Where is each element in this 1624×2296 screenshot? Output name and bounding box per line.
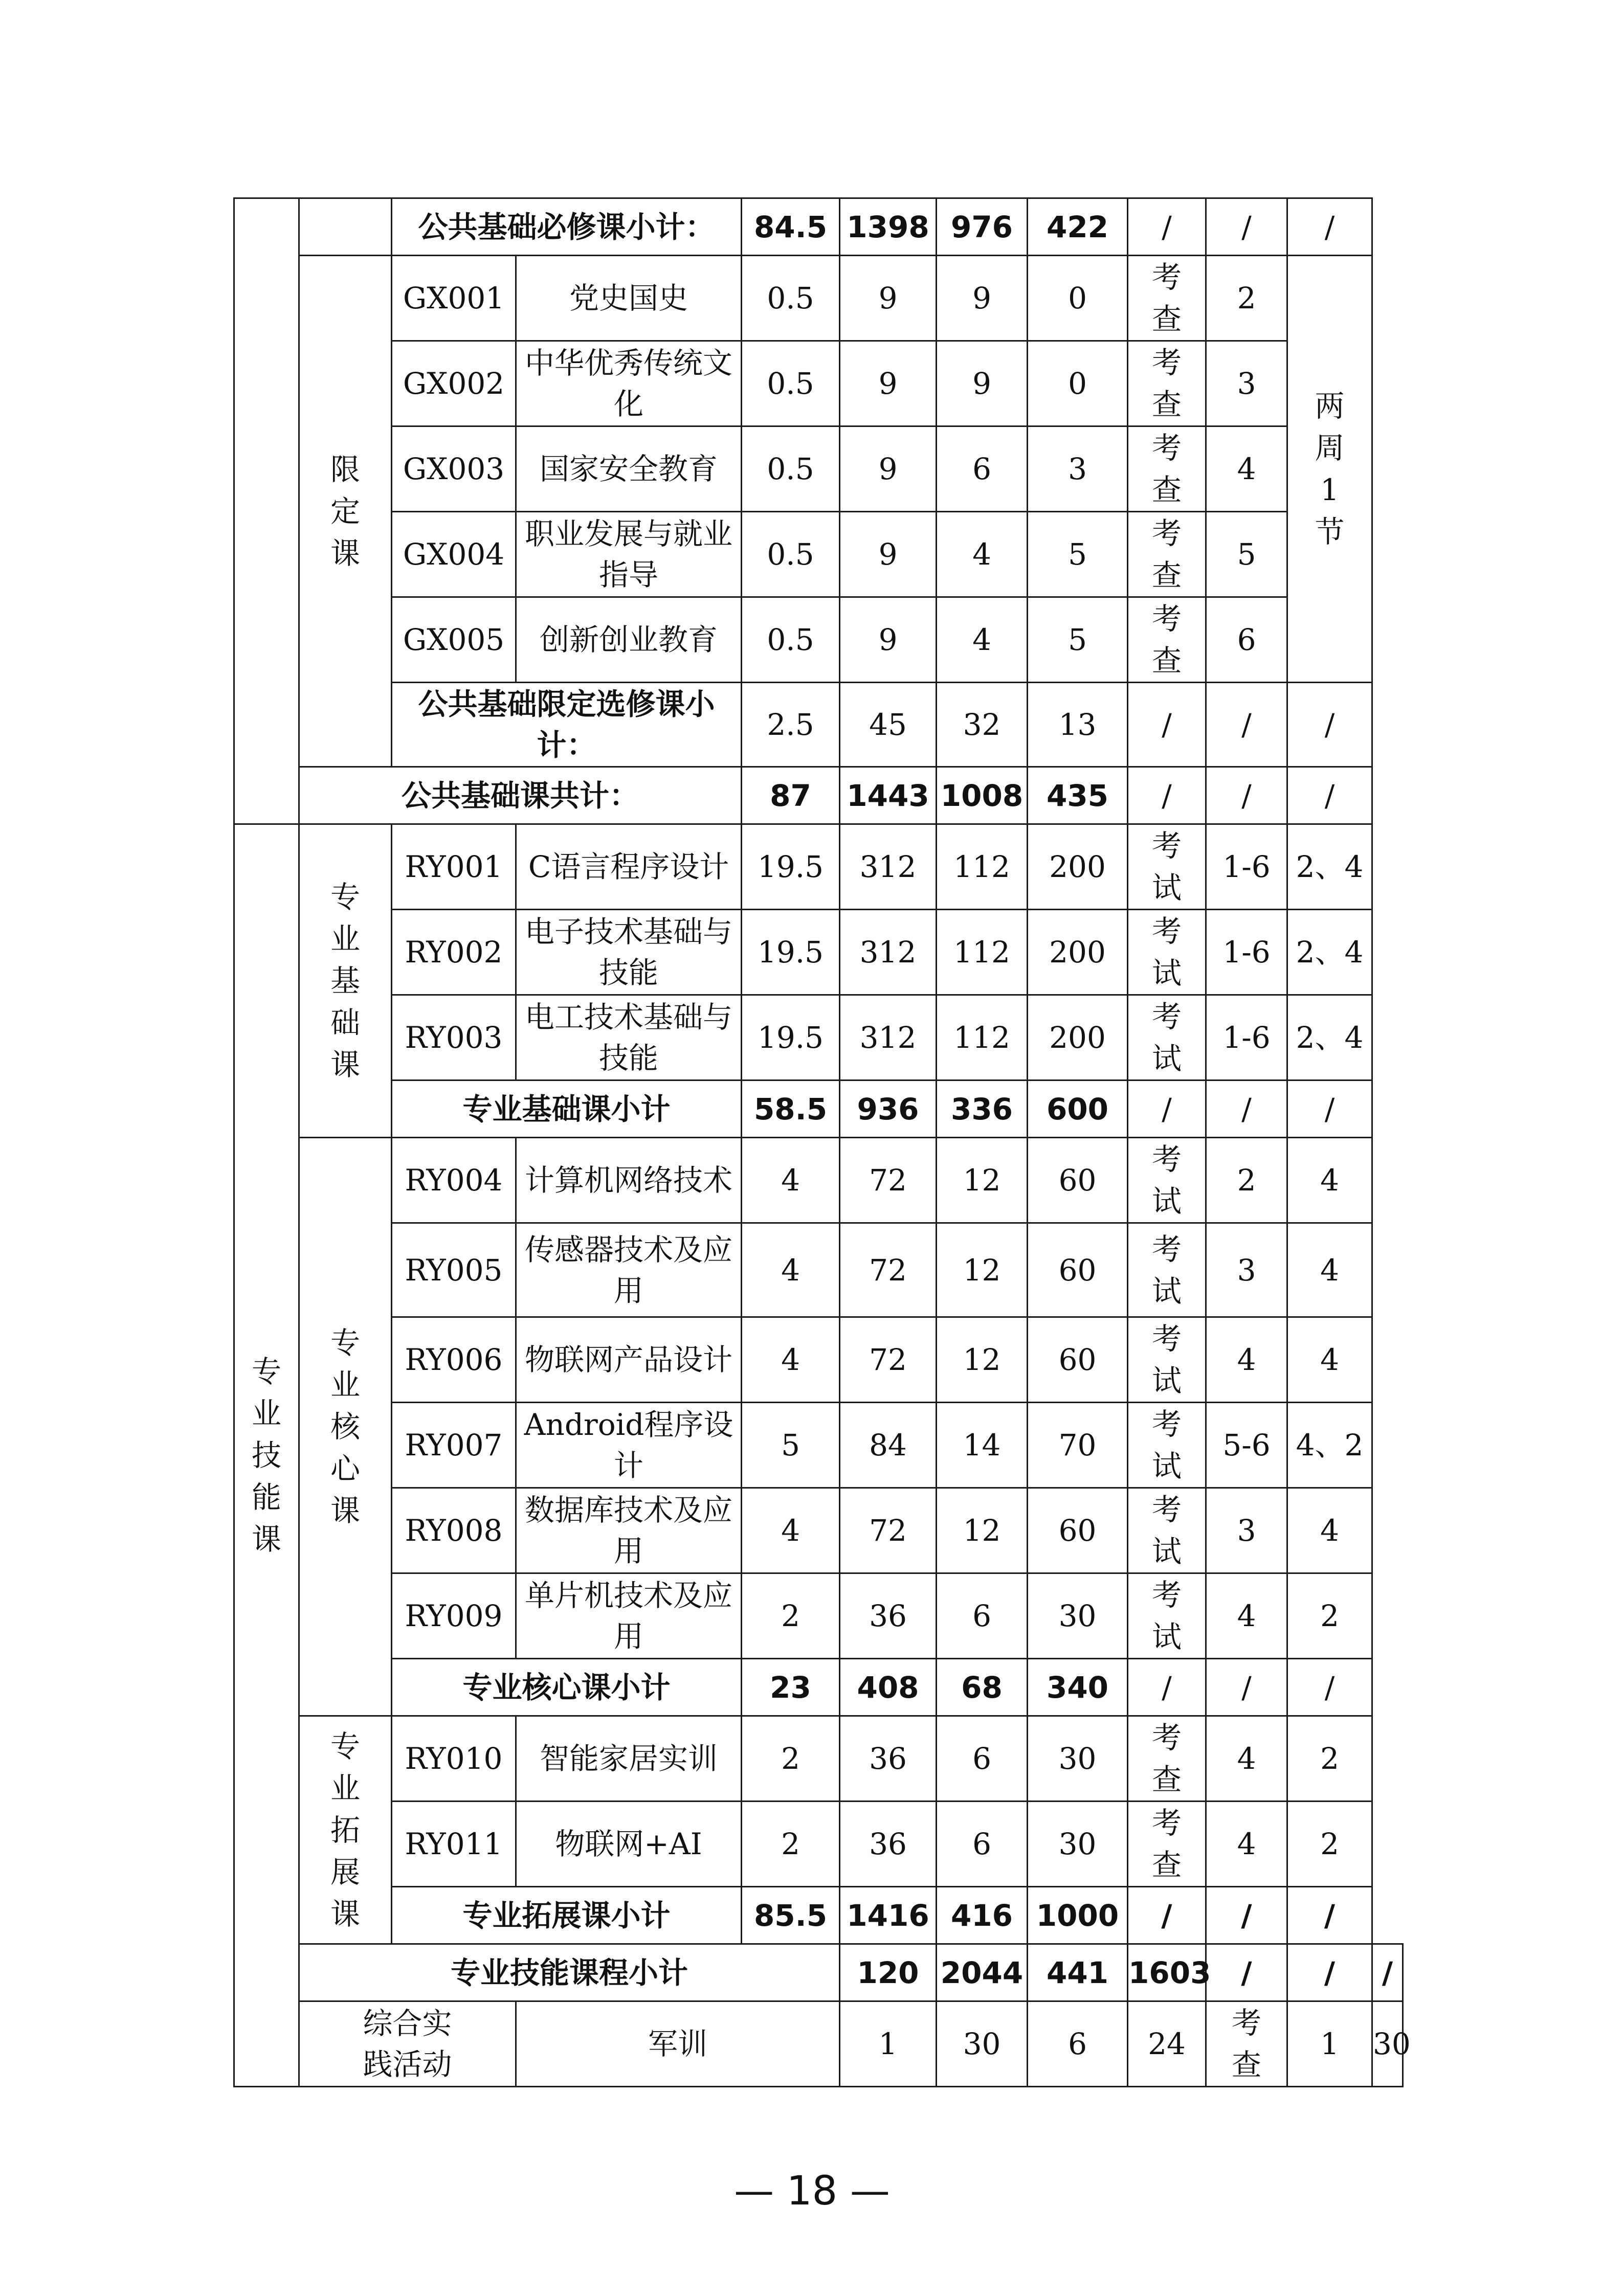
practice-hours: 1000 (1028, 1887, 1128, 1944)
total-hours: 72 (840, 1138, 937, 1223)
course-code: GX005 (392, 597, 516, 683)
semester: / (1287, 1944, 1372, 2001)
theory-hours: 12 (937, 1223, 1028, 1317)
total-hours: 36 (840, 1573, 937, 1659)
practice-hours: 0 (1028, 256, 1128, 341)
practice-hours: 1603 (1128, 1944, 1206, 2001)
semester: 4 (1206, 1317, 1287, 1403)
weekly-hours: 2 (1287, 1716, 1372, 1802)
semester: 2 (1206, 1138, 1287, 1223)
theory-hours: 976 (937, 198, 1028, 256)
weekly-hours: 2、4 (1287, 824, 1372, 910)
weekly-hours: / (1287, 683, 1372, 767)
credits: 2 (742, 1716, 840, 1802)
exam-type: 考查 (1128, 1802, 1206, 1887)
total-hours: 45 (840, 683, 937, 767)
table-row (234, 1488, 1403, 1573)
exam-type: 考试 (1128, 1223, 1206, 1317)
course-code: RY010 (392, 1716, 516, 1802)
exam-type: 考试 (1128, 1573, 1206, 1659)
semester: / (1206, 683, 1287, 767)
semester: 4 (1206, 1716, 1287, 1802)
total-hours: 312 (840, 995, 937, 1081)
limited-hours-note: 两周1节 (1287, 256, 1372, 683)
practice-hours: 60 (1028, 1488, 1128, 1573)
theory-hours: 14 (937, 1403, 1028, 1488)
table-row (234, 1223, 1403, 1317)
course-name: 创新创业教育 (516, 597, 742, 683)
table-row (234, 1716, 1403, 1802)
practice-hours: 70 (1028, 1403, 1128, 1488)
course-name: C语言程序设计 (516, 824, 742, 910)
course-code: RY005 (392, 1223, 516, 1317)
total-hours: 1443 (840, 767, 937, 824)
exam-type: 考查 (1128, 1716, 1206, 1802)
course-name: 智能家居实训 (516, 1716, 742, 1802)
course-code: GX003 (392, 426, 516, 512)
exam-type: / (1128, 198, 1206, 256)
credits: 19.5 (742, 824, 840, 910)
theory-hours: 1008 (937, 767, 1028, 824)
semester: 1-6 (1206, 910, 1287, 995)
semester: 4 (1206, 1802, 1287, 1887)
major-basic-label: 专业基础课 (299, 824, 392, 1138)
table-row (234, 512, 1403, 597)
total-label: 公共基础课共计： (299, 767, 742, 824)
credits: 84.5 (742, 198, 840, 256)
theory-hours: 441 (1028, 1944, 1128, 2001)
semester: 2 (1206, 256, 1287, 341)
semester: 3 (1206, 1488, 1287, 1573)
exam-type: / (1128, 767, 1206, 824)
exam-type: / (1128, 1659, 1206, 1716)
theory-hours: 6 (1028, 2001, 1128, 2087)
weekly-hours: 30 (1372, 2001, 1403, 2087)
weekly-hours: / (1287, 1081, 1372, 1138)
credits: 0.5 (742, 256, 840, 341)
total-hours: 408 (840, 1659, 937, 1716)
exam-type: 考试 (1128, 824, 1206, 910)
exam-type: 考查 (1128, 341, 1206, 426)
credits: 19.5 (742, 995, 840, 1081)
table-row (234, 256, 1403, 341)
theory-hours: 9 (937, 256, 1028, 341)
table-row (234, 1802, 1403, 1887)
table-row (234, 1403, 1403, 1488)
total-hours: 1416 (840, 1887, 937, 1944)
credits: 1 (840, 2001, 937, 2087)
exam-type: 考试 (1128, 910, 1206, 995)
course-code: RY011 (392, 1802, 516, 1887)
course-code: RY007 (392, 1403, 516, 1488)
course-name: 数据库技术及应用 (516, 1488, 742, 1573)
practice-hours: 600 (1028, 1081, 1128, 1138)
total-hours: 9 (840, 256, 937, 341)
credits: 19.5 (742, 910, 840, 995)
credits: 0.5 (742, 341, 840, 426)
semester: 5 (1206, 512, 1287, 597)
practice-hours: 0 (1028, 341, 1128, 426)
theory-hours: 9 (937, 341, 1028, 426)
credits: 2.5 (742, 683, 840, 767)
activity-category: 综合实践活动 (299, 2001, 516, 2087)
total-hours: 1398 (840, 198, 937, 256)
practice-hours: 60 (1028, 1317, 1128, 1403)
practice-activity-row (234, 2001, 1403, 2087)
theory-hours: 12 (937, 1138, 1028, 1223)
course-code: GX002 (392, 341, 516, 426)
practice-hours: 435 (1028, 767, 1128, 824)
empty-cell (299, 198, 392, 256)
course-name: 单片机技术及应用 (516, 1573, 742, 1659)
total-hours: 9 (840, 426, 937, 512)
table-row (234, 1138, 1403, 1223)
theory-hours: 336 (937, 1081, 1028, 1138)
total-hours: 2044 (937, 1944, 1028, 2001)
theory-hours: 6 (937, 1716, 1028, 1802)
course-code: RY004 (392, 1138, 516, 1223)
major-core-subtotal-row (234, 1659, 1403, 1716)
exam-type: 考试 (1128, 1138, 1206, 1223)
course-name: Android程序设计 (516, 1403, 742, 1488)
practice-hours: 340 (1028, 1659, 1128, 1716)
table-row (234, 341, 1403, 426)
weekly-hours: / (1287, 198, 1372, 256)
major-ext-subtotal-row (234, 1887, 1403, 1944)
exam-type: 考试 (1128, 1488, 1206, 1573)
credits: 0.5 (742, 426, 840, 512)
course-name: 国家安全教育 (516, 426, 742, 512)
total-hours: 84 (840, 1403, 937, 1488)
total-hours: 36 (840, 1802, 937, 1887)
weekly-hours: 2、4 (1287, 910, 1372, 995)
table-row (234, 597, 1403, 683)
theory-hours: 112 (937, 995, 1028, 1081)
course-name: 职业发展与就业指导 (516, 512, 742, 597)
semester: 4 (1206, 1573, 1287, 1659)
theory-hours: 6 (937, 426, 1028, 512)
credits: 0.5 (742, 597, 840, 683)
subtotal-label: 专业核心课小计 (392, 1659, 742, 1716)
credits: 4 (742, 1488, 840, 1573)
course-name: 传感器技术及应用 (516, 1223, 742, 1317)
major-core-label: 专业核心课 (299, 1138, 392, 1716)
theory-hours: 6 (937, 1802, 1028, 1887)
total-hours: 936 (840, 1081, 937, 1138)
credits: 85.5 (742, 1887, 840, 1944)
pub-required-subtotal-row (234, 198, 1403, 256)
subtotal-label: 公共基础限定选修课小计： (392, 683, 742, 767)
course-name: 中华优秀传统文化 (516, 341, 742, 426)
weekly-hours: 4 (1287, 1317, 1372, 1403)
exam-type: / (1128, 1081, 1206, 1138)
subtotal-label: 专业拓展课小计 (392, 1887, 742, 1944)
practice-hours: 60 (1028, 1223, 1128, 1317)
pub-category-cell (234, 198, 299, 824)
practice-hours: 30 (1028, 1802, 1128, 1887)
semester: 5-6 (1206, 1403, 1287, 1488)
practice-hours: 30 (1028, 1573, 1128, 1659)
semester: / (1206, 1887, 1287, 1944)
course-name: 电工技术基础与技能 (516, 995, 742, 1081)
credits: 0.5 (742, 512, 840, 597)
weekly-hours: 4 (1287, 1138, 1372, 1223)
credits: 120 (840, 1944, 937, 2001)
theory-hours: 4 (937, 597, 1028, 683)
credits: 2 (742, 1573, 840, 1659)
total-hours: 312 (840, 910, 937, 995)
semester: 3 (1206, 1223, 1287, 1317)
exam-type: 考查 (1128, 597, 1206, 683)
total-hours: 36 (840, 1716, 937, 1802)
weekly-hours: 4、2 (1287, 1403, 1372, 1488)
total-hours: 9 (840, 512, 937, 597)
course-name: 军训 (516, 2001, 840, 2087)
weekly-hours: 2、4 (1287, 995, 1372, 1081)
semester: 1-6 (1206, 824, 1287, 910)
practice-hours: 200 (1028, 824, 1128, 910)
total-hours: 30 (937, 2001, 1028, 2087)
weekly-hours: 4 (1287, 1223, 1372, 1317)
theory-hours: 4 (937, 512, 1028, 597)
semester: 1 (1287, 2001, 1372, 2087)
weekly-hours: 2 (1287, 1802, 1372, 1887)
exam-type: 考试 (1128, 1403, 1206, 1488)
table-row (234, 910, 1403, 995)
credits: 87 (742, 767, 840, 824)
semester: 1-6 (1206, 995, 1287, 1081)
practice-hours: 200 (1028, 995, 1128, 1081)
practice-hours: 24 (1128, 2001, 1206, 2087)
semester: 6 (1206, 597, 1287, 683)
total-hours: 312 (840, 824, 937, 910)
practice-hours: 200 (1028, 910, 1128, 995)
major-basic-subtotal-row (234, 1081, 1403, 1138)
course-code: RY002 (392, 910, 516, 995)
exam-type: 考试 (1128, 995, 1206, 1081)
table-row (234, 426, 1403, 512)
course-code: GX004 (392, 512, 516, 597)
table-row (234, 1573, 1403, 1659)
table-row (234, 824, 1403, 910)
weekly-hours: / (1372, 1944, 1403, 2001)
total-hours: 9 (840, 341, 937, 426)
table-row (234, 995, 1403, 1081)
course-code: RY003 (392, 995, 516, 1081)
credits: 58.5 (742, 1081, 840, 1138)
course-code: RY006 (392, 1317, 516, 1403)
major-category-label: 专业技能课 (234, 824, 299, 2087)
semester: / (1206, 1081, 1287, 1138)
weekly-hours: 2 (1287, 1573, 1372, 1659)
practice-hours: 3 (1028, 426, 1128, 512)
course-code: RY001 (392, 824, 516, 910)
course-code: RY008 (392, 1488, 516, 1573)
practice-hours: 5 (1028, 512, 1128, 597)
course-name: 电子技术基础与技能 (516, 910, 742, 995)
weekly-hours: / (1287, 1659, 1372, 1716)
theory-hours: 32 (937, 683, 1028, 767)
semester: 3 (1206, 341, 1287, 426)
course-name: 党史国史 (516, 256, 742, 341)
semester: / (1206, 1659, 1287, 1716)
course-code: GX001 (392, 256, 516, 341)
pub-limited-subtotal-row (234, 683, 1403, 767)
page-number: — 18 — (734, 2168, 890, 2214)
practice-hours: 13 (1028, 683, 1128, 767)
course-table (233, 197, 1411, 2087)
exam-type: 考查 (1128, 256, 1206, 341)
exam-type: / (1128, 683, 1206, 767)
limited-group-label: 限定课 (299, 256, 392, 767)
credits: 4 (742, 1317, 840, 1403)
weekly-hours: 4 (1287, 1488, 1372, 1573)
practice-hours: 60 (1028, 1138, 1128, 1223)
theory-hours: 112 (937, 910, 1028, 995)
theory-hours: 112 (937, 824, 1028, 910)
total-hours: 72 (840, 1223, 937, 1317)
exam-type: 考查 (1128, 512, 1206, 597)
course-name: 计算机网络技术 (516, 1138, 742, 1223)
weekly-hours: / (1287, 1887, 1372, 1944)
subtotal-label: 专业基础课小计 (392, 1081, 742, 1138)
credits: 2 (742, 1802, 840, 1887)
pub-total-row (234, 767, 1403, 824)
total-hours: 9 (840, 597, 937, 683)
theory-hours: 12 (937, 1488, 1028, 1573)
course-code: RY009 (392, 1573, 516, 1659)
exam-type: 考查 (1206, 2001, 1287, 2087)
weekly-hours: / (1287, 767, 1372, 824)
semester: 4 (1206, 426, 1287, 512)
credits: 4 (742, 1138, 840, 1223)
course-name: 物联网产品设计 (516, 1317, 742, 1403)
credits: 5 (742, 1403, 840, 1488)
exam-type: / (1128, 1887, 1206, 1944)
credits: 4 (742, 1223, 840, 1317)
theory-hours: 416 (937, 1887, 1028, 1944)
exam-type: 考试 (1128, 1317, 1206, 1403)
theory-hours: 68 (937, 1659, 1028, 1716)
credits: 23 (742, 1659, 840, 1716)
table-row (234, 1317, 1403, 1403)
theory-hours: 12 (937, 1317, 1028, 1403)
theory-hours: 6 (937, 1573, 1028, 1659)
exam-type: / (1206, 1944, 1287, 2001)
practice-hours: 422 (1028, 198, 1128, 256)
major-ext-label: 专业拓展课 (299, 1716, 392, 1944)
course-name: 物联网+AI (516, 1802, 742, 1887)
major-total-row (234, 1944, 1403, 2001)
semester: / (1206, 198, 1287, 256)
total-label: 专业技能课程小计 (299, 1944, 840, 2001)
subtotal-label: 公共基础必修课小计： (392, 198, 742, 256)
exam-type: 考查 (1128, 426, 1206, 512)
practice-hours: 5 (1028, 597, 1128, 683)
semester: / (1206, 767, 1287, 824)
practice-hours: 30 (1028, 1716, 1128, 1802)
total-hours: 72 (840, 1317, 937, 1403)
total-hours: 72 (840, 1488, 937, 1573)
